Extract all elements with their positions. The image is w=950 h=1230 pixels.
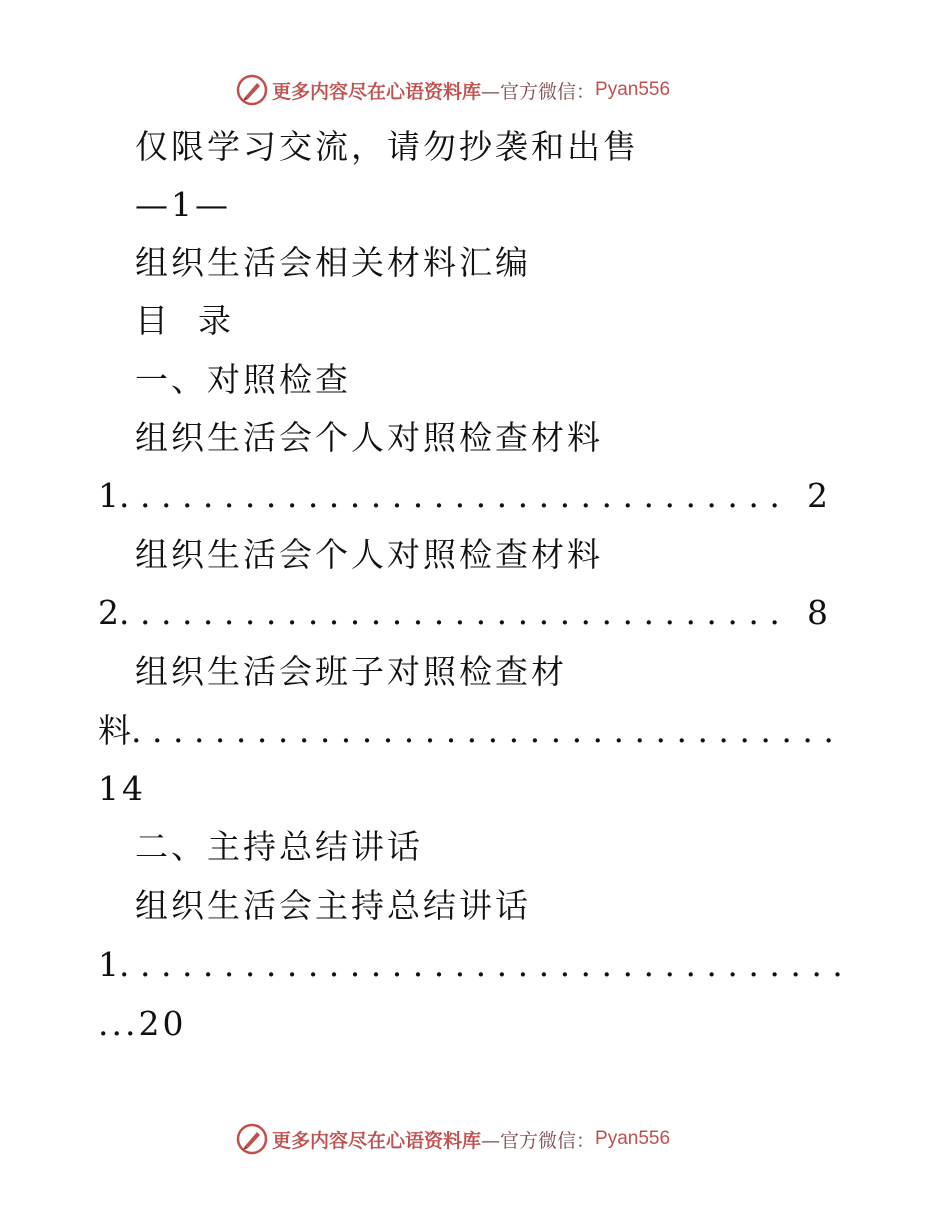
watermark-id-text: Pyan556: [595, 1128, 671, 1149]
toc-dot-leader: [119, 593, 793, 633]
page-marker: —1—: [135, 185, 231, 224]
toc-dot-leader: [119, 476, 793, 516]
toc-entry-page: 8: [807, 593, 828, 632]
section-heading: 一、对照检查: [135, 360, 351, 399]
toc-entry-number: 1: [98, 945, 119, 984]
document-title: 组织生活会相关材料汇编: [135, 243, 531, 282]
toc-entry-leader: [98, 945, 848, 985]
watermark-sub-text: —官方微信：: [481, 1129, 596, 1152]
toc-entry-leader: [98, 476, 828, 516]
footer-watermark: [236, 1122, 670, 1156]
toc-entry-title: 组织生活会个人对照检查材料: [135, 535, 603, 574]
quill-pen-circle-icon: [236, 1123, 268, 1155]
header-watermark: [236, 73, 670, 107]
toc-entry-page: 2: [807, 476, 828, 515]
usage-notice: 仅限学习交流，请勿抄袭和出售: [135, 127, 639, 166]
section-heading: 二、主持总结讲话: [135, 827, 423, 866]
watermark-sub-text: —官方微信：: [481, 80, 596, 103]
toc-entry-title: 组织生活会班子对照检查材: [135, 652, 567, 691]
toc-entry-leader: [98, 711, 838, 751]
toc-dot-leader: [119, 945, 848, 985]
toc-entry-tail: 料: [98, 711, 131, 750]
toc-entry-title: 组织生活会个人对照检查材料: [135, 418, 603, 457]
toc-heading: 目 录: [135, 301, 234, 340]
toc-entry-number: 1: [98, 476, 119, 515]
toc-page-prefix-dots: ...: [98, 1004, 139, 1043]
quill-pen-circle-icon: [236, 74, 268, 106]
toc-dot-leader: [131, 711, 838, 751]
toc-entry-leader: [98, 593, 828, 633]
watermark-main-text: 更多内容尽在心语资料库: [272, 1129, 482, 1152]
watermark-main-text: 更多内容尽在心语资料库: [272, 80, 482, 103]
toc-entry-page: 14: [98, 769, 146, 808]
toc-entry-title: 组织生活会主持总结讲话: [135, 886, 531, 925]
toc-entry-page-line: [98, 1004, 186, 1044]
watermark-id-text: Pyan556: [595, 79, 671, 100]
toc-entry-number: 2: [98, 593, 119, 632]
toc-entry-page: 20: [138, 1004, 187, 1043]
